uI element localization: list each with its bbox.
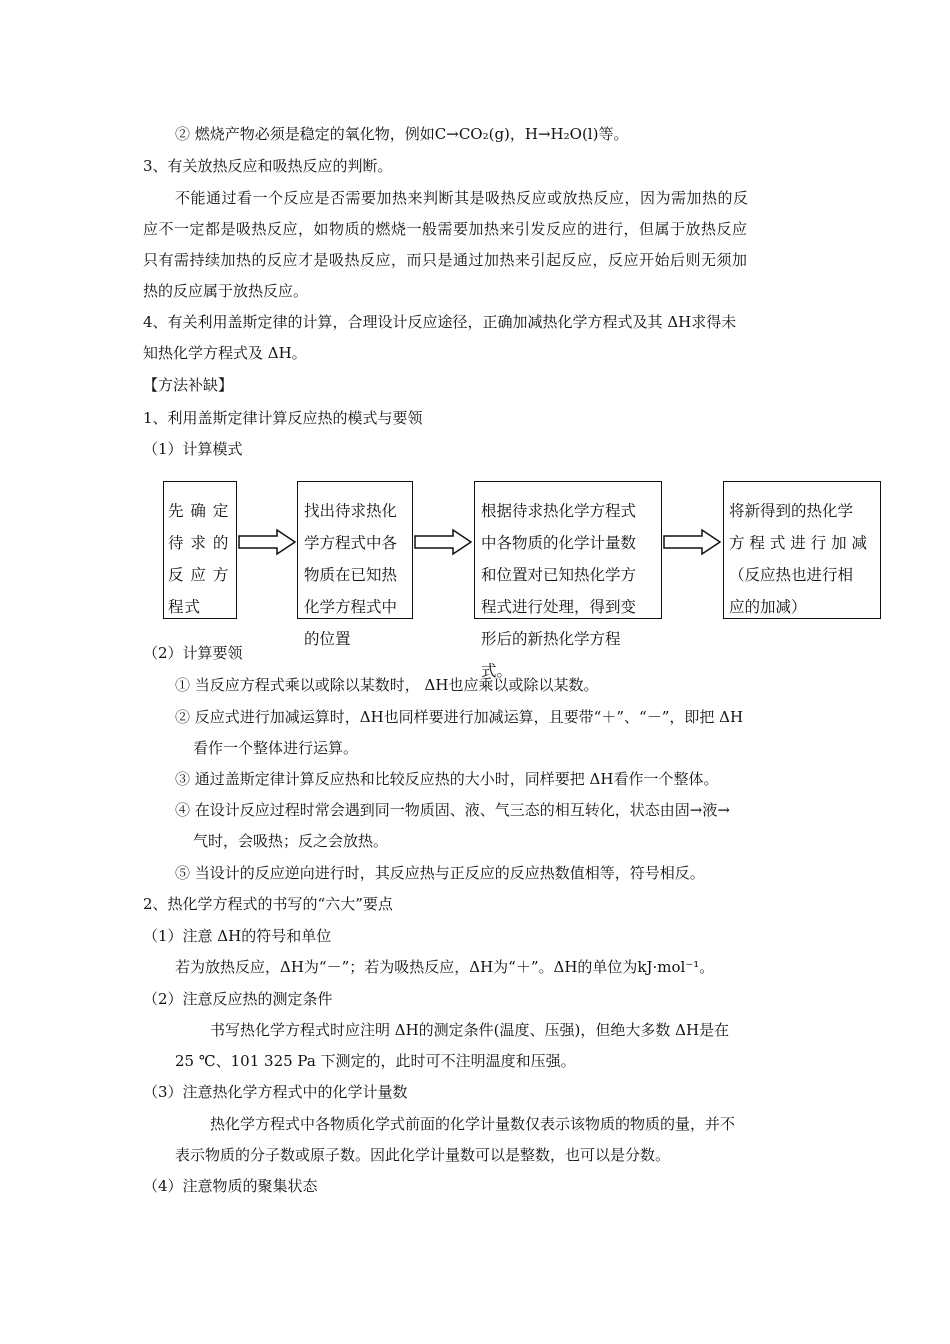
text-line: 若为放热反应，ΔH为“－”；若为吸热反应，ΔH为“＋”。ΔH的单位为kJ·mol⁻¹。 xyxy=(175,958,715,976)
right-arrow-icon xyxy=(662,528,724,556)
text-line: 2、热化学方程式的书写的“六大”要点 xyxy=(143,895,393,913)
text-line: 3、有关放热反应和吸热反应的判断。 xyxy=(143,157,393,175)
text-line: （2）注意反应热的测定条件 xyxy=(143,990,333,1008)
text-line: 气时，会吸热；反之会放热。 xyxy=(193,832,389,850)
flow-box-3 xyxy=(474,481,662,680)
text-line: ① 当反应方程式乘以或除以某数时， ΔH也应乘以或除以某数。 xyxy=(175,676,599,694)
text-line: 表示物质的分子数或原子数。因此化学计量数可以是整数，也可以是分数。 xyxy=(175,1146,671,1164)
text-line: 不能通过看一个反应是否需要加热来判断其是吸热反应或放热反应，因为需加热的反 xyxy=(175,189,749,207)
text-line: ④ 在设计反应过程时常会遇到同一物质固、液、气三态的相互转化，状态由固→液→ xyxy=(175,801,730,819)
text-line: 25 ℃、101 325 Pa 下测定的，此时可不注明温度和压强。 xyxy=(175,1052,576,1070)
text-line: 应不一定都是吸热反应，如物质的燃烧一般需要加热来引发反应的进行，但属于放热反应 xyxy=(143,220,748,238)
text-line: 书写热化学方程式时应注明 ΔH的测定条件(温度、压强)，但绝大多数 ΔH是在 xyxy=(210,1021,730,1039)
text-line: 知热化学方程式及 ΔH。 xyxy=(143,344,307,362)
flow-box-1-text: 先 确 定 待 求 的 反 应 方 程式 xyxy=(168,502,230,616)
text-line: （2）计算要领 xyxy=(143,644,243,662)
section-heading: 【方法补缺】 xyxy=(143,376,234,394)
text-line: （4）注意物质的聚集状态 xyxy=(143,1177,318,1195)
right-arrow-icon xyxy=(237,528,299,556)
flow-box-4 xyxy=(723,481,881,619)
text-line: ⑤ 当设计的反应逆向进行时，其反应热与正反应的反应热数值相等，符号相反。 xyxy=(175,864,705,882)
right-arrow-icon xyxy=(413,528,475,556)
flow-box-3-text: 根据待求热化学方程式 中各物质的化学计量数 和位置对已知热化学方 程式进行处理，得到变 形后的新热化学方程 式。 xyxy=(481,502,637,680)
text-line: （1）注意 ΔH的符号和单位 xyxy=(143,927,332,945)
text-line: 只有需持续加热的反应才是吸热反应，而只是通过加热来引起反应，反应开始后则无须加 xyxy=(143,251,748,269)
flow-box-2 xyxy=(297,481,413,648)
text-line: （3）注意热化学方程式中的化学计量数 xyxy=(143,1083,408,1101)
flow-box-2-text: 找出待求热化 学方程式中各 物质在已知热 化学方程式中 的位置 xyxy=(304,502,398,648)
text-line: 看作一个整体进行运算。 xyxy=(193,739,359,757)
text-line: 热的反应属于放热反应。 xyxy=(143,282,309,300)
flow-box-1 xyxy=(163,481,237,619)
text-line: ② 反应式进行加减运算时，ΔH也同样要进行加减运算，且要带“＋”、“－”，即把 ΔH xyxy=(175,708,744,726)
flow-box-4-text: 将新得到的热化学 方 程 式 进 行 加 减 （反应热也进行相 应的加减） xyxy=(729,502,868,616)
text-line: ② 燃烧产物必须是稳定的氧化物，例如C→CO₂(g)，H→H₂O(l)等。 xyxy=(175,125,629,143)
text-line: 4、有关利用盖斯定律的计算，合理设计反应途径，正确加减热化学方程式及其 ΔH求得未 xyxy=(143,313,737,331)
text-line: ③ 通过盖斯定律计算反应热和比较反应热的大小时，同样要把 ΔH看作一个整体。 xyxy=(175,770,719,788)
text-line: 热化学方程式中各物质化学式前面的化学计量数仅表示该物质的物质的量，并不 xyxy=(210,1115,736,1133)
text-line: （1）计算模式 xyxy=(143,440,243,458)
text-line: 1、利用盖斯定律计算反应热的模式与要领 xyxy=(143,409,423,427)
